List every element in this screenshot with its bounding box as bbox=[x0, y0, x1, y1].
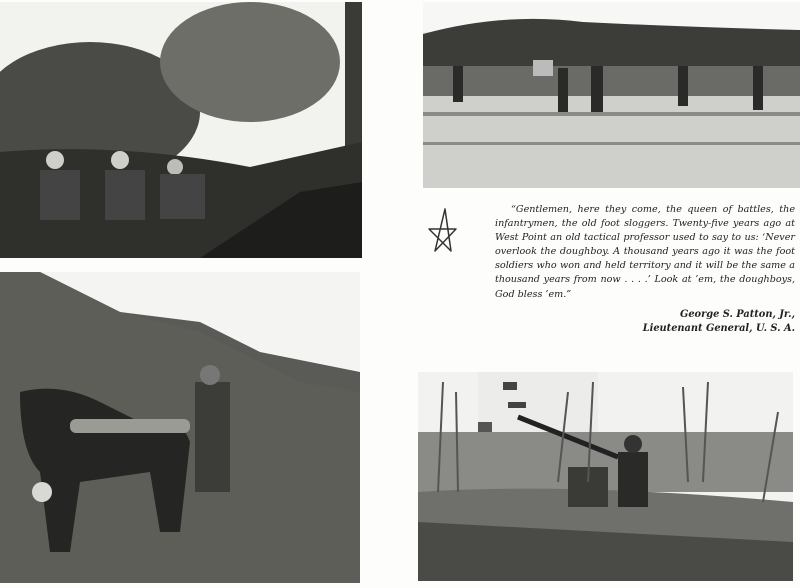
quote-attribution bbox=[495, 308, 795, 336]
patton-quote bbox=[495, 203, 795, 336]
attribution-name: George S. Patton, Jr., bbox=[679, 308, 795, 320]
photo-hedgerow-soldiers bbox=[0, 2, 362, 258]
photo-flag-march bbox=[423, 2, 800, 188]
star-icon bbox=[427, 207, 459, 253]
photo-machine-gun-crew bbox=[418, 372, 793, 581]
quote-text: “Gentlemen, here they come, the queen of battles, the infantrymen, the old foot sloggers. Twenty-five years ago at West Point an old tactical professor used to say to us: ‘Never overlook the doughboy. A thousand years ago it was the foot soldiers who won and held territory and it will be the same a thousand years from now . . . .’ Look at ’em, the doughboys, God bless ’em.” bbox=[495, 204, 795, 300]
photo-mule-mortar bbox=[0, 272, 360, 583]
attribution-title: Lieutenant General, U. S. A. bbox=[642, 322, 795, 334]
